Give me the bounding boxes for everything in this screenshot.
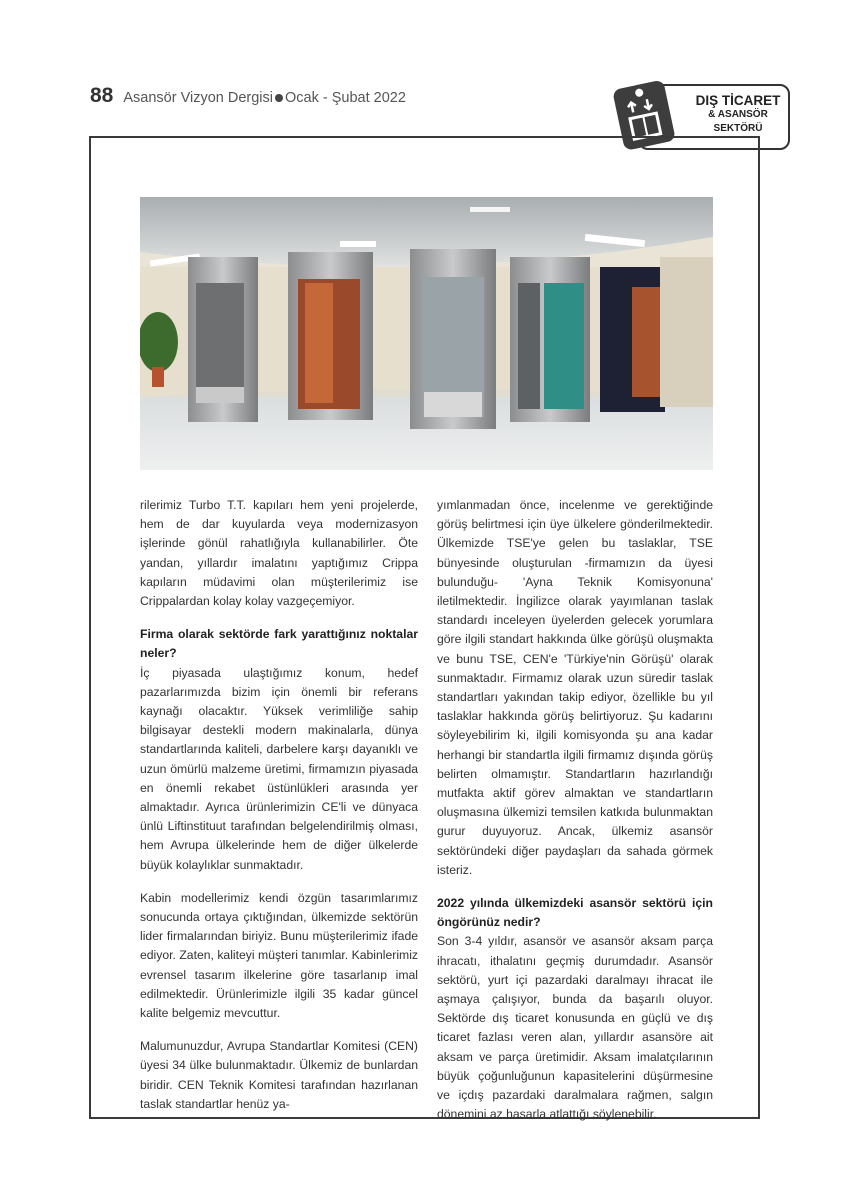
badge-line1: DIŞ TİCARET: [695, 93, 781, 108]
issue-date: Ocak - Şubat 2022: [285, 90, 406, 106]
paragraph: Son 3-4 yıldır, asansör ve asansör aksam parça ihracatı, ithalatını geçmiş durumdadır. Asansör sektörü, yurt içi pazardaki daralmayı ihracat ile aşmaya çalışıyor, bunda da başarılı oluyor. Sektörde dış ticaret konusunda en güçlü ve dış ticaret fazlası veren alan, yıllardır asansöre ait aksam ve parça üretimidir. Aksam imalatçılarının büyük çoğunluğunun kapasitelerini düşürmesine ve içdış pazardaki daralmalara rağmen, salgın dönemini az hasarla atlattığı söylenebilir.: [437, 934, 713, 1122]
column-left: [140, 496, 418, 1128]
paragraph: rilerimiz Turbo T.T. kapıları hem yeni projelerde, hem de dar kuyularda veya modernizasyon işlerinde gönül rahatlığıyla kullanabilirler. Öte yandan, yıllardır imalatını yaptığımız Crippa kapıların müdavimi olan müşterilerimiz ise Crippalardan kolay kolay vazgeçemiyor.: [140, 498, 418, 609]
paragraph: yımlanmadan önce, incelenme ve gerektiğinde görüş belirtmesi için üye ülkelere gönderilmektedir. Ülkemizde TSE'ye gelen bu taslaklar, TSE bünyesinde oluşturulan -firmamızın da üyesi bulunduğu- 'Ayna Teknik Komisyonuna' iletilmektedir. İngilizce olarak yayımlanan taslak standardı inceleyen üyelerden gelecek yorumlara göre ilgili standart hakkında ülke görüşü oluşmakta ve bunu TSE, CEN'e 'Türkiye'nin Görüşü' olarak sunmaktadır. Firmamız olarak uzun süredir taslak standartları yakından takip ediyor, özellikle bu yıl taslaklar hakkında görüş belirtiyoruz. Şu kadarını söyleyebilirim ki, ilgili komisyonda şu ana kadar herhangi bir standartla ilgili firmamız dışında görüş belirten olmamıştır. Standartların hazırlandığı mutfakta aktif görev almaktan ve standartların oluşmasına ülkemizi temsilen katkıda bulunmaktan gurur duyuyoruz. Ancak, ülkemiz asansör sektöründeki diğer paydaşları da sahada görmek isteriz.: [437, 498, 713, 877]
page-header: [90, 84, 406, 108]
paragraph: İç piyasada ulaştığımız konum, hedef pazarlarımızda bizim için önemli bir referans kaynağı olacaktır. Yüksek verimliliğe sahip bilgisayar destekli modern makinalarla, dünya standartlarında kaliteli, darbelere karşı dayanıklı ve uzun ömürlü malzeme üretimi, firmamızın piyasada en önemli rekabet üstünlükleri arasında yer almaktadır. Ayrıca ürünlerimizin CE'li ve dünyaca ünlü Liftinstituut tarafından belgelendirilmiş olması, hem Avrupa ülkelerinde hem de diğer ülkelerde büyük kolaylıklar sunmaktadır.: [140, 665, 418, 872]
elevator-cabins-photo: [140, 197, 713, 470]
badge-text: [690, 94, 786, 136]
magazine-line: [123, 90, 406, 106]
badge-line2: & ASANSÖR: [708, 109, 768, 120]
paragraph: Malumunuzdur, Avrupa Standartlar Komitesi (CEN) üyesi 34 ülke bulunmaktadır. Ülkemiz de bunlardan biridir. CEN Teknik Komitesi tarafından hazırlanan taslak standartlar henüz ya-: [140, 1039, 418, 1111]
column-right: [437, 496, 713, 1139]
magazine-name: Asansör Vizyon Dergisi: [123, 90, 273, 106]
page-number: 88: [90, 84, 114, 107]
paragraph: Kabin modellerimiz kendi özgün tasarımlarımız sonucunda ortaya çıktığından, ülkemizde sektörün lider firmalarından biriyiz. Bunu müşterilerimiz ifade ediyor. Zaten, kaliteyi müşteri tanımlar. Kabinlerimiz evrensel tasarım ilkelerine göre tasarlanıp imal edilmektedir. Ürünlerimizle ilgili 35 kadar güncel kalite belgemiz mevcuttur.: [140, 890, 418, 1021]
badge-line3: SEKTÖRÜ: [713, 123, 763, 134]
question-heading: 2022 yılında ülkemizdeki asansör sektörü için öngörünüz nedir?: [437, 896, 713, 930]
question-heading: Firma olarak sektörde fark yarattığınız noktalar neler?: [140, 627, 418, 661]
separator-dot-icon: [275, 94, 283, 102]
